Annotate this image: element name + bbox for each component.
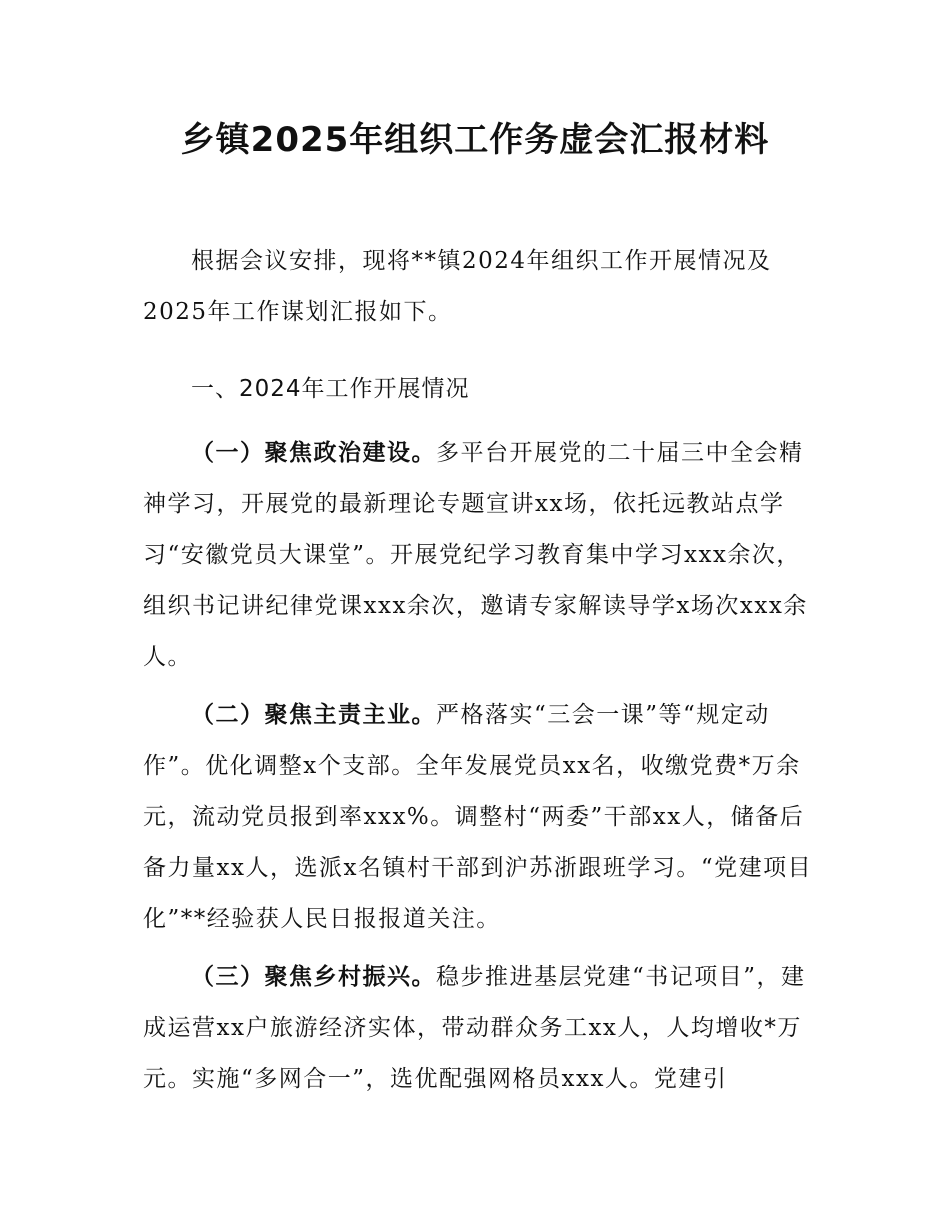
paragraph-political-building [143,428,823,683]
intro-paragraph: 根据会议安排，现将**镇2024年组织工作开展情况及2025年工作谋划汇报如下。 [143,248,772,325]
paragraph-body: 严格落实“三会一课”等“规定动作”。优化调整x个支部。全年发展党员xx名，收缴党费*万余元，流动党员报到率xxx%。调整村“两委”干部xx人，储备后备力量xx人，选派x名镇村干部到沪苏浙跟班学习。“党建项目化”**经验获人民日报报道关注。 [143,702,813,932]
document-title: 乡镇2025年组织工作务虚会汇报材料 [180,120,770,160]
paragraph-lead: （二）聚焦主责主业。 [191,702,436,728]
paragraph-body: 多平台开展党的二十届三中全会精神学习，开展党的最新理论专题宣讲xx场，依托远教站点学习“安徽党员大课堂”。开展党纪学习教育集中学习xxx余次，组织书记讲纪律党课xxx余次，邀请专家解读导学x场次xxx余人。 [143,440,808,670]
paragraph-main-responsibility [143,690,823,945]
paragraph-lead: （三）聚焦乡村振兴。 [191,964,436,990]
paragraph-body: 稳步推进基层党建“书记项目”，建成运营xx户旅游经济实体，带动群众务工xx人，人均增收*万元。实施“多网合一”，选优配强网格员xxx人。党建引 [143,964,806,1092]
section-heading: 一、2024年工作开展情况 [191,376,470,402]
paragraph-lead: （一）聚焦政治建设。 [191,440,436,466]
paragraph-rural-revitalization [143,952,823,1105]
